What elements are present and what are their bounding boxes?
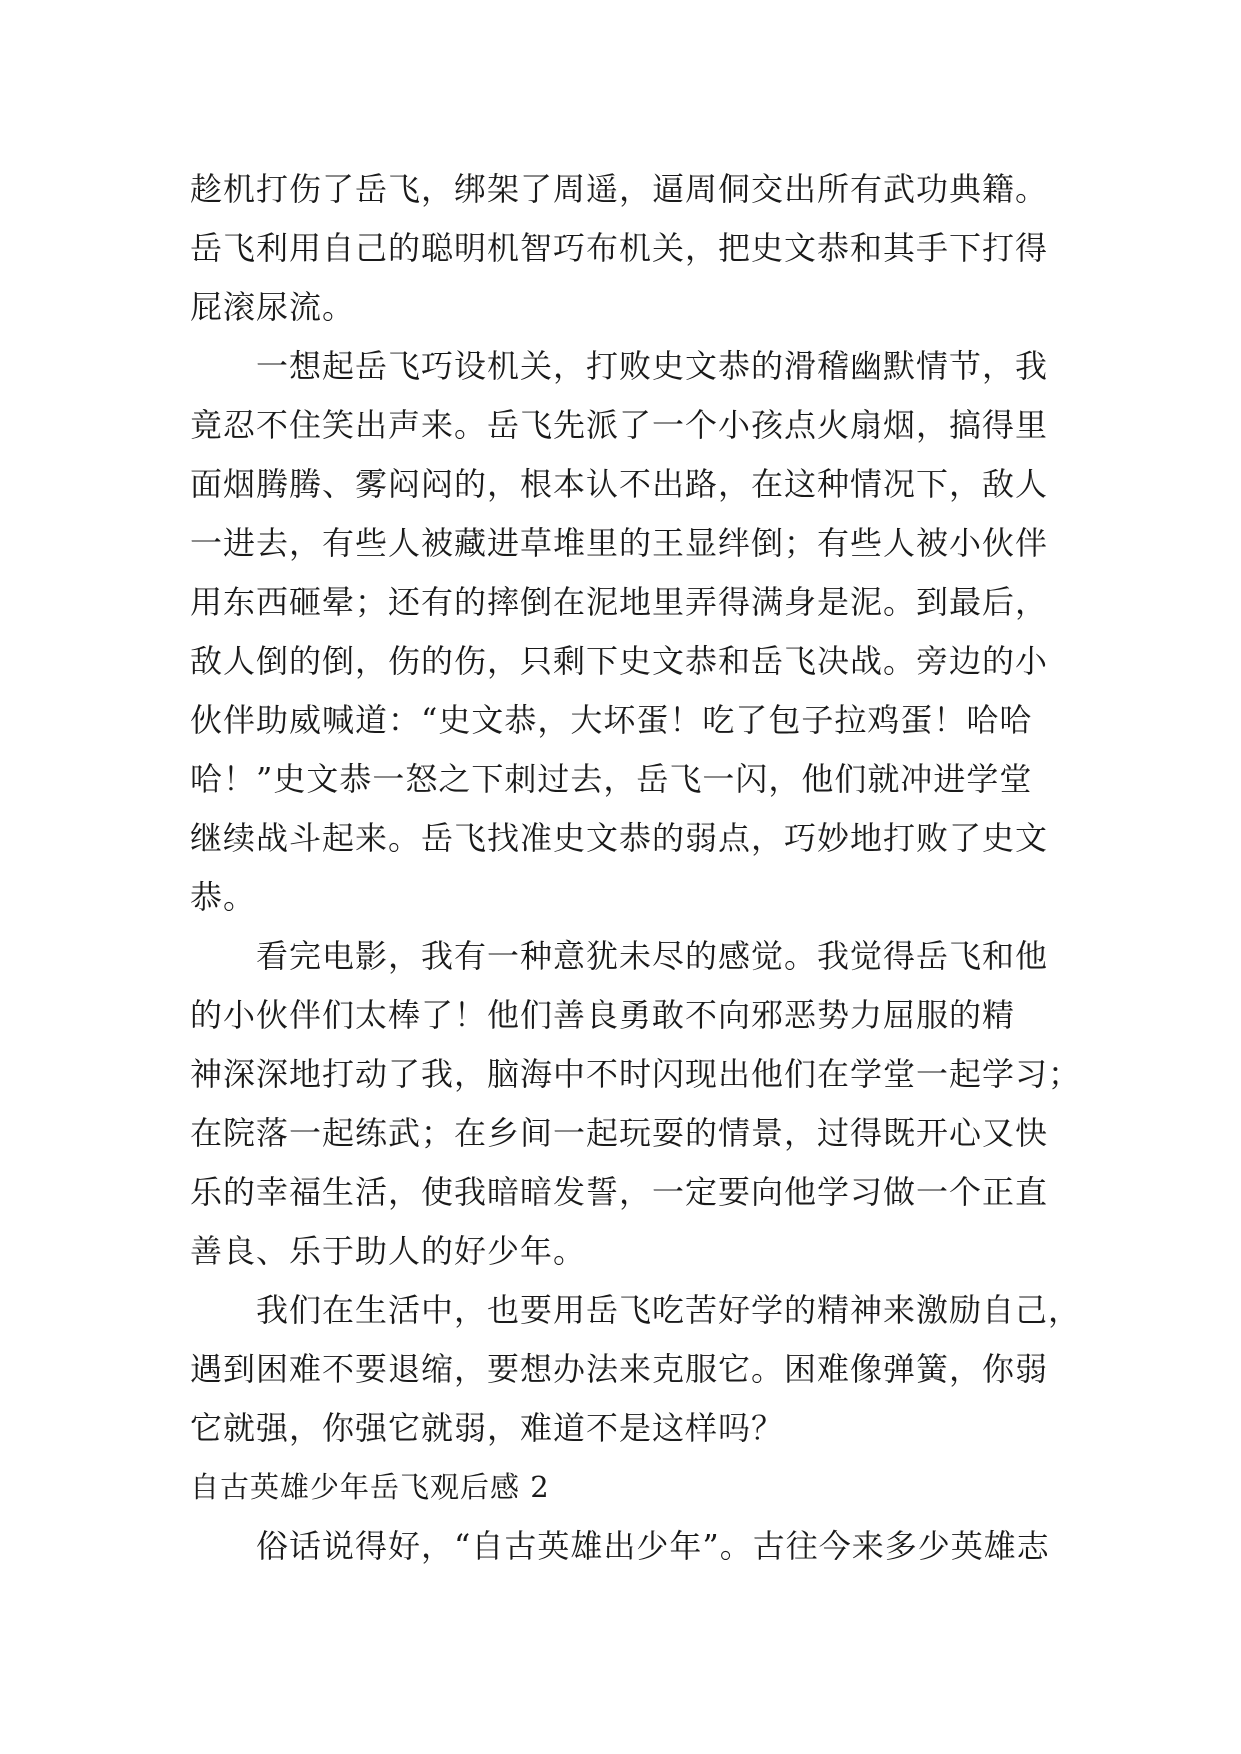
text-line: 它就强，你强它就弱，难道不是这样吗？ bbox=[190, 1409, 785, 1447]
text-line: 岳飞利用自己的聪明机智巧布机关，把史文恭和其手下打得 bbox=[190, 229, 1049, 267]
text-line: 遇到困难不要退缩，要想办法来克服它。困难像弹簧，你弱 bbox=[190, 1350, 1049, 1388]
paragraph-first-line: 看完电影，我有一种意犹未尽的感觉。我觉得岳飞和他 bbox=[256, 937, 1049, 975]
text-line: 乐的幸福生活，使我暗暗发誓，一定要向他学习做一个正直 bbox=[190, 1173, 1049, 1211]
document-body bbox=[190, 160, 1082, 1576]
text-line: 哈！”史文恭一怒之下刺过去，岳飞一闪，他们就冲进学堂 bbox=[190, 760, 1033, 798]
text-line: 趁机打伤了岳飞，绑架了周遥，逼周侗交出所有武功典籍。 bbox=[190, 170, 1049, 208]
section-heading: 自古英雄少年岳飞观后感 2 bbox=[190, 1470, 550, 1504]
text-line: 竟忍不住笑出声来。岳飞先派了一个小孩点火扇烟，搞得里 bbox=[190, 406, 1049, 444]
paragraph-first-line: 一想起岳飞巧设机关，打败史文恭的滑稽幽默情节，我 bbox=[256, 347, 1049, 385]
paragraph-first-line: 俗话说得好，“自古英雄出少年”。古往今来多少英雄志 bbox=[256, 1527, 1050, 1565]
text-line: 敌人倒的倒，伤的伤，只剩下史文恭和岳飞决战。旁边的小 bbox=[190, 642, 1049, 680]
paragraph-first-line: 我们在生活中，也要用岳飞吃苦好学的精神来激励自己， bbox=[256, 1291, 1082, 1329]
text-line: 的小伙伴们太棒了！他们善良勇敢不向邪恶势力屈服的精 bbox=[190, 996, 1016, 1034]
text-line: 神深深地打动了我，脑海中不时闪现出他们在学堂一起学习； bbox=[190, 1055, 1082, 1093]
text-line: 面烟腾腾、雾闷闷的，根本认不出路，在这种情况下，敌人 bbox=[190, 465, 1049, 503]
text-line: 屁滚尿流。 bbox=[190, 288, 356, 326]
text-line: 在院落一起练武；在乡间一起玩耍的情景，过得既开心又快 bbox=[190, 1114, 1049, 1152]
text-line: 用东西砸晕；还有的摔倒在泥地里弄得满身是泥。到最后， bbox=[190, 583, 1049, 621]
text-line: 一进去，有些人被藏进草堆里的王显绊倒；有些人被小伙伴 bbox=[190, 524, 1049, 562]
text-line: 恭。 bbox=[190, 878, 257, 916]
text-line: 伙伴助威喊道：“史文恭，大坏蛋！吃了包子拉鸡蛋！哈哈 bbox=[190, 701, 1033, 739]
text-line: 继续战斗起来。岳飞找准史文恭的弱点，巧妙地打败了史文 bbox=[190, 819, 1049, 857]
text-line: 善良、乐于助人的好少年。 bbox=[190, 1232, 587, 1270]
